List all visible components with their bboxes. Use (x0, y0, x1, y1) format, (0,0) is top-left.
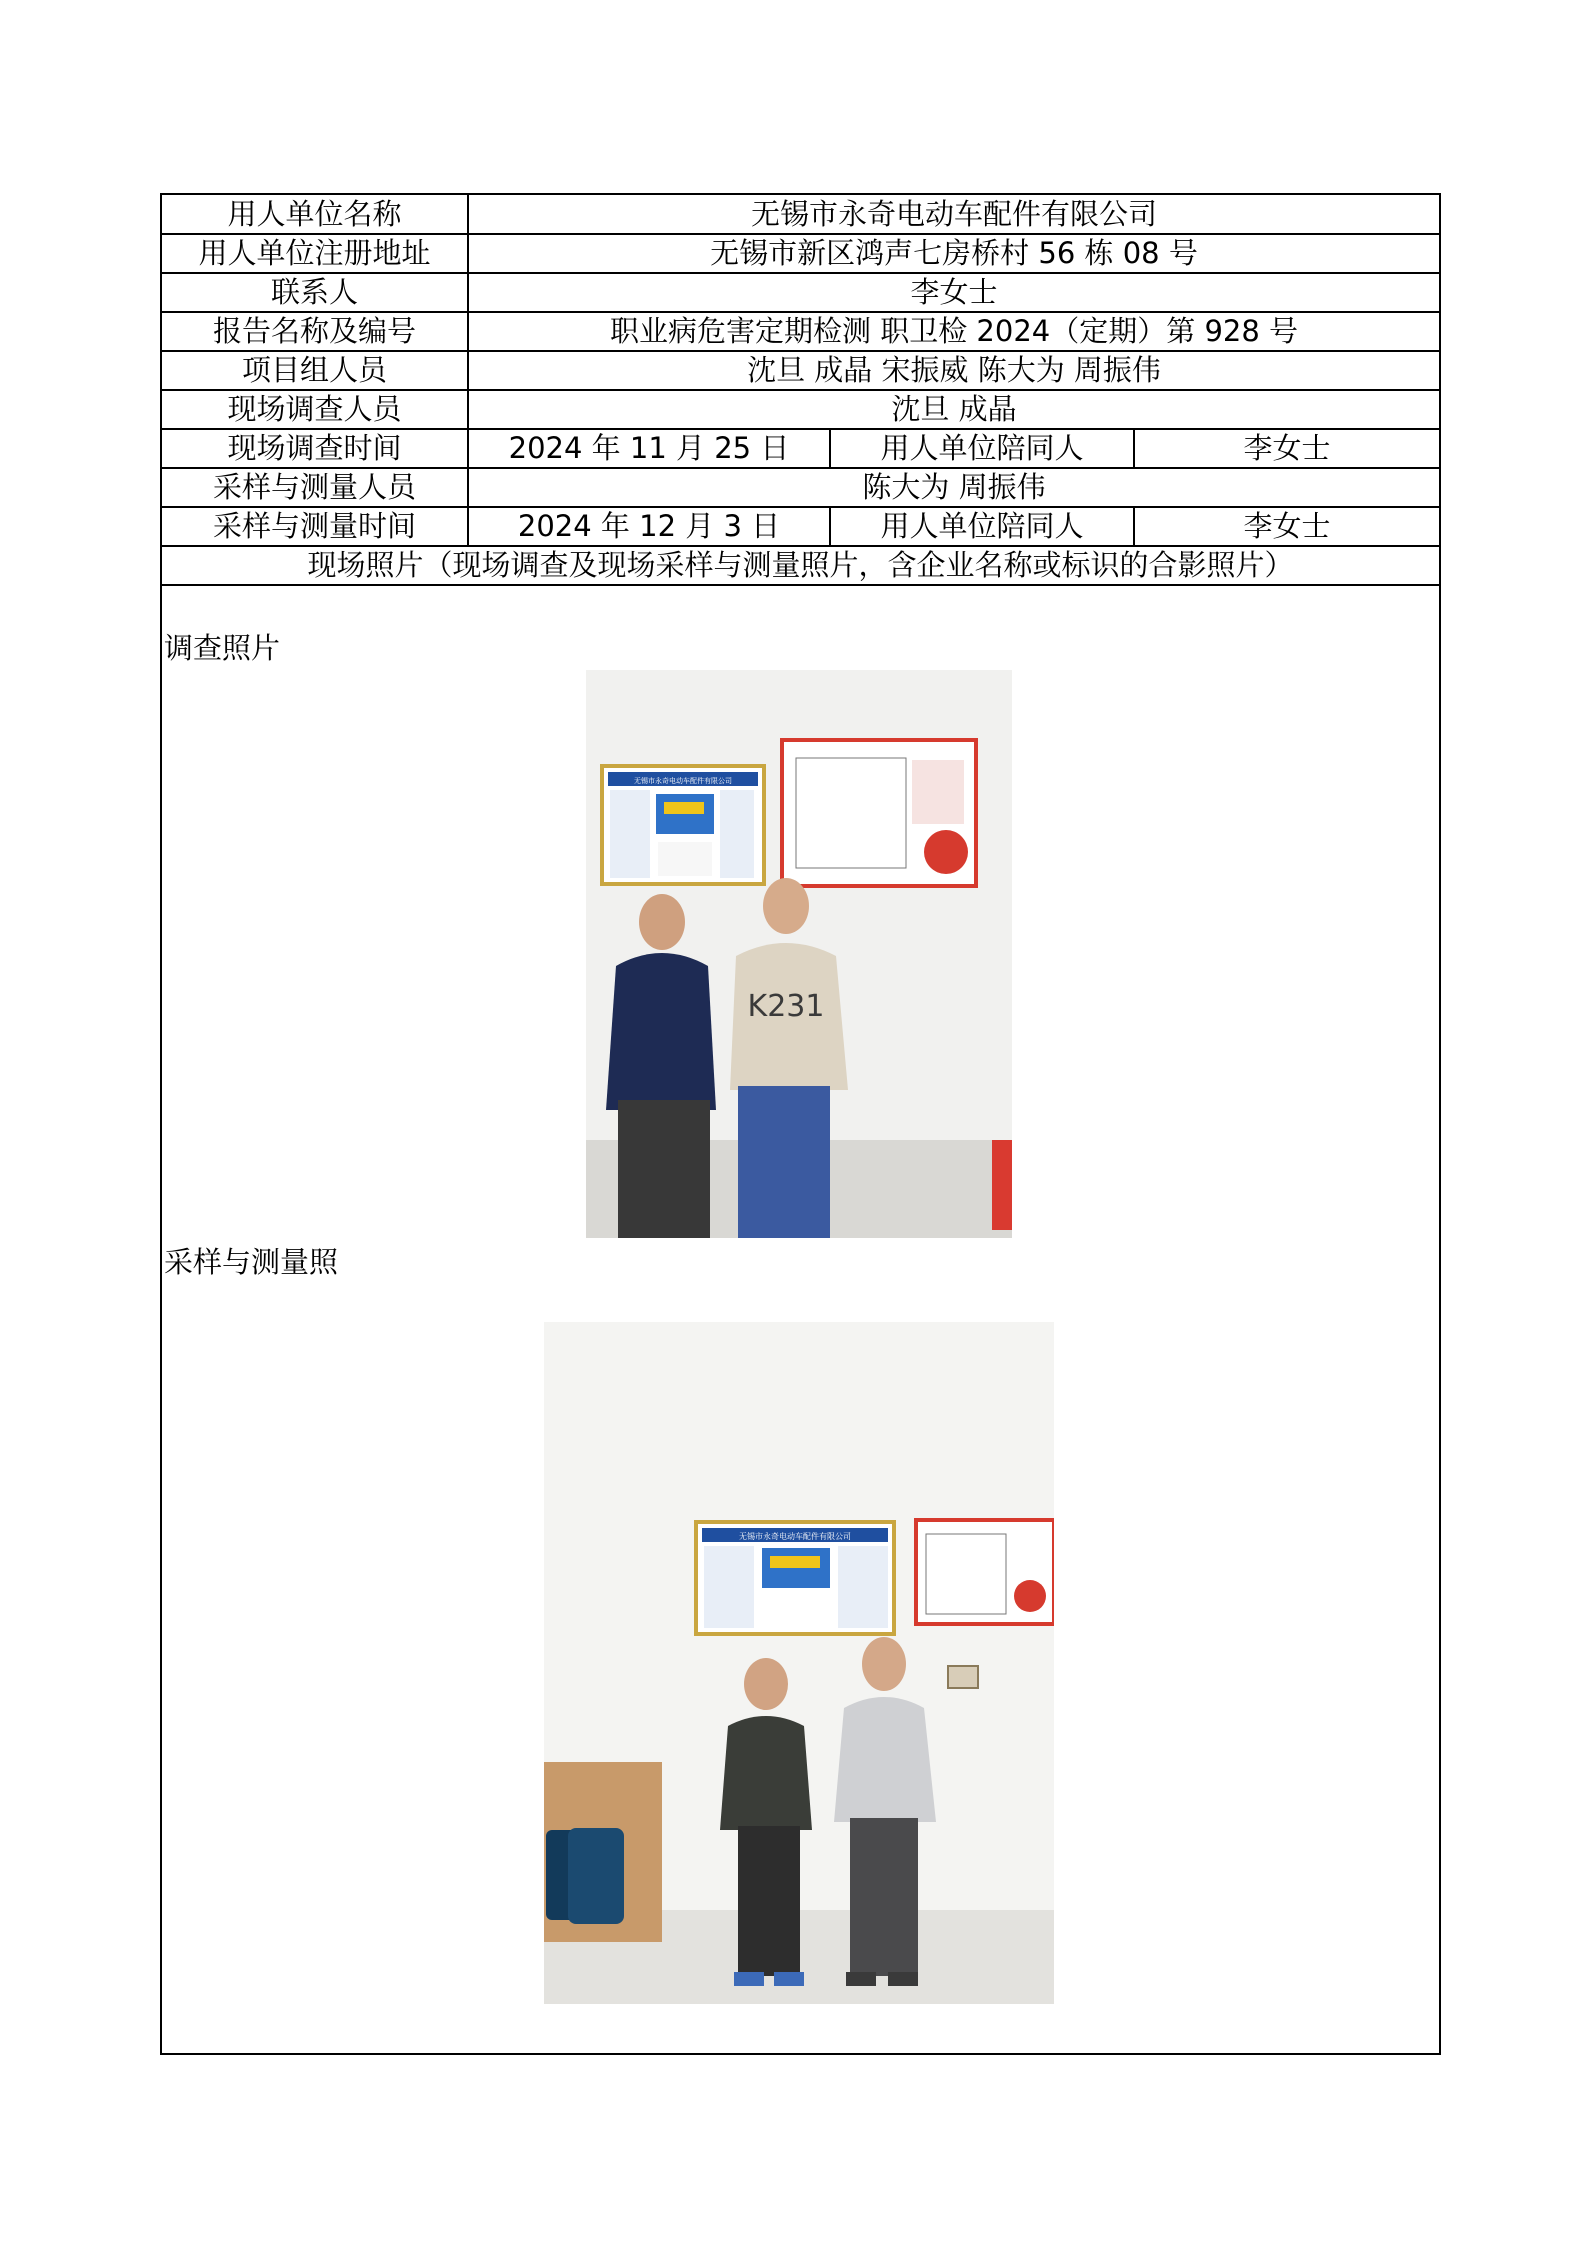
value-sampling-date: 2024 年 12 月 3 日 (468, 507, 830, 546)
board-title-text: 无锡市永奇电动车配件有限公司 (739, 1532, 851, 1541)
survey-photo (586, 670, 1012, 1238)
table-row (162, 507, 1439, 546)
value-sampling-escort: 李女士 (1134, 507, 1439, 546)
photo-section-header: 现场照片（现场调查及现场采样与测量照片，含企业名称或标识的合影照片） (162, 546, 1439, 585)
label-project-team: 项目组人员 (162, 351, 468, 390)
label-survey-time: 现场调查时间 (162, 429, 468, 468)
sampling-photo-caption: 采样与测量照 (164, 1245, 339, 1279)
value-survey-escort: 李女士 (1134, 429, 1439, 468)
table-row (162, 273, 1439, 312)
label-sampling-escort: 用人单位陪同人 (830, 507, 1134, 546)
company-board (696, 1522, 894, 1634)
fire-escape-board (916, 1520, 1054, 1624)
value-registered-address: 无锡市新区鸿声七房桥村 56 栋 08 号 (468, 234, 1439, 273)
label-sampling-time: 采样与测量时间 (162, 507, 468, 546)
label-contact: 联系人 (162, 273, 468, 312)
table-row (162, 312, 1439, 351)
company-board (602, 766, 764, 884)
info-table (162, 195, 1439, 586)
board-title-text: 无锡市永奇电动车配件有限公司 (634, 777, 732, 785)
table-row (162, 546, 1439, 585)
value-contact: 李女士 (468, 273, 1439, 312)
table-row (162, 195, 1439, 234)
label-report-name: 报告名称及编号 (162, 312, 468, 351)
label-sampling-staff: 采样与测量人员 (162, 468, 468, 507)
table-row (162, 468, 1439, 507)
survey-photo-caption: 调查照片 (164, 631, 281, 665)
report-sheet (160, 193, 1441, 2055)
label-survey-escort: 用人单位陪同人 (830, 429, 1134, 468)
label-registered-address: 用人单位注册地址 (162, 234, 468, 273)
survey-photo-image (586, 670, 1012, 1238)
value-project-team: 沈旦 成晶 宋振威 陈大为 周振伟 (468, 351, 1439, 390)
value-company-name: 无锡市永奇电动车配件有限公司 (468, 195, 1439, 234)
value-survey-staff: 沈旦 成晶 (468, 390, 1439, 429)
svg-text:K231: K231 (747, 989, 825, 1024)
value-survey-date: 2024 年 11 月 25 日 (468, 429, 830, 468)
sampling-photo (544, 1322, 1054, 2004)
label-survey-staff: 现场调查人员 (162, 390, 468, 429)
table-row (162, 390, 1439, 429)
barrels (546, 1828, 624, 1924)
label-company-name: 用人单位名称 (162, 195, 468, 234)
value-report-name: 职业病危害定期检测 职卫检 2024（定期）第 928 号 (468, 312, 1439, 351)
table-row (162, 234, 1439, 273)
table-row (162, 351, 1439, 390)
fire-escape-board (782, 740, 976, 886)
table-row (162, 429, 1439, 468)
value-sampling-staff: 陈大为 周振伟 (468, 468, 1439, 507)
sampling-photo-image (544, 1322, 1054, 2004)
